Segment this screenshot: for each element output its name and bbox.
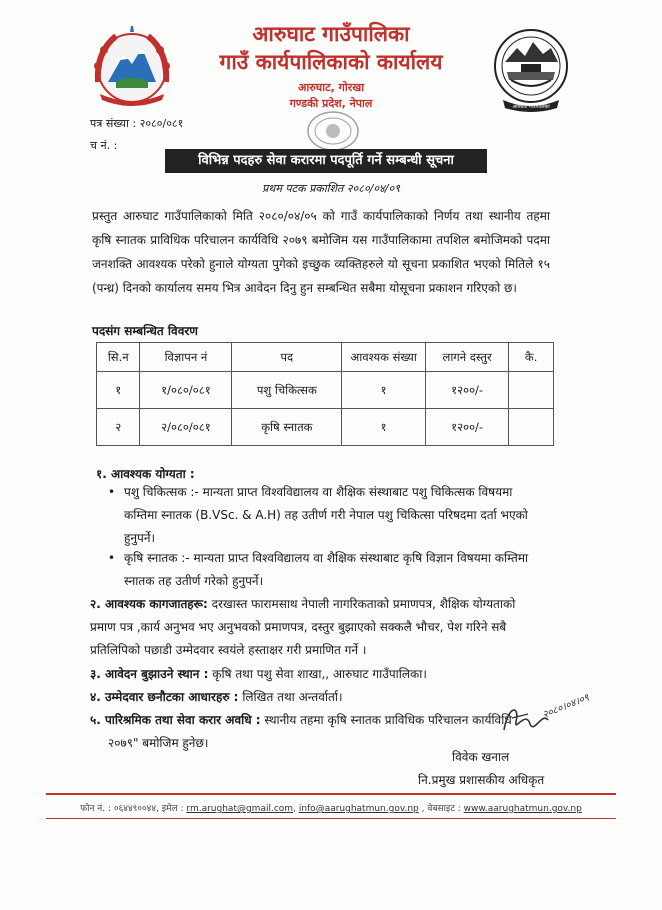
cell: १ [97, 372, 140, 409]
cell: २/०८०/०८१ [140, 409, 232, 446]
notice-paragraph: प्रस्तुत आरुघाट गाउँपालिकाको मिति २०८०/०४/०५ को गाउँ कार्यपालिकाको निर्णय तथा स्थानीय तहमा कृषि स्नातक प्राविधिक परिचालन कार्यविधि २०७९ बमोजिम यस गाउँपालिकामा तपशिल बमोजिमको पदमा जनशक्ति आवश्यक परेको हुनाले योग्यता पुगेको इच्छुक व्यक्तिहरुले यो सूचना प्रकाशित भएको मितिले १५ (पन्ध्र) दिनको कार्यालय समय भित्र आवेदन दिनु हुन सम्बन्धित सबैमा योसूचना प्रकाशन गरिएको छ। [92, 209, 550, 295]
remuneration-line2: २०७९" बमोजिम हुनेछ। [108, 736, 209, 750]
table-row [97, 409, 554, 446]
documents-heading: २. आवश्यक कागजातहरू: [90, 597, 208, 611]
svg-text:आरुघाट गाउँपालिका: आरुघाट गाउँपालिका [512, 104, 550, 110]
footer-rule-bottom [46, 818, 616, 819]
bullet-icon: • [108, 485, 116, 499]
remuneration-line1: स्थानीय तहमा कृषि स्नातक प्राविधिक परिचालन कार्यविधि [264, 713, 512, 727]
col-ad-number: विज्ञापन नं [140, 343, 232, 372]
qualification-agri-line2: स्नातक तह उतीर्ण गरेको हुनुपर्ने। [124, 574, 264, 588]
footer-email-link-2[interactable]: info@aarughatmun.gov.np [298, 804, 419, 814]
documents-line3: प्रतिलिपिको पछाडी उम्मेदवार स्वयंले हस्ताक्षर गरी प्रमाणित गर्ने । [90, 643, 367, 657]
selection-basis-text: लिखित तथा अन्तर्वार्ता। [242, 690, 343, 704]
cell: १२००/- [426, 372, 509, 409]
footer-email-link-1[interactable]: rm.arughat@gmail.com [186, 804, 294, 814]
col-required-count: आवश्यक संख्या [342, 343, 426, 372]
header-location: आरुघाट, गोरखा [297, 81, 365, 94]
cell: कृषि स्नातक [232, 409, 342, 446]
col-post: पद [232, 343, 342, 372]
footer-website-link[interactable]: www.aarughatmun.gov.np [463, 804, 582, 814]
submit-location-heading: ३. आवेदन बुझाउने स्थान : [90, 667, 209, 681]
remuneration-heading: ५. पारिश्रमिक तथा सेवा करार अवधि : [90, 713, 261, 727]
footer-phone: फोन नं. : ०६४४९००४४, इमेल : [80, 804, 184, 814]
cell: १ [342, 409, 426, 446]
office-stamp-icon [306, 110, 360, 152]
bullet-icon: • [108, 551, 116, 565]
cell: १ [342, 372, 426, 409]
signature-date: २०८०।०४।०९ [541, 692, 591, 721]
reference-number: च नं. : [90, 139, 118, 152]
footer-website-label: , वेबसाइट : [421, 804, 461, 814]
documents-line1: दरखास्त फारामसाथ नेपाली नागरिकताको प्रमाणपत्र, शैक्षिक योग्यताको [211, 597, 516, 611]
header-title-line2: गाउँ कार्यपालिकाको कार्यालय [219, 50, 443, 74]
cell: १/०८०/०८१ [140, 372, 232, 409]
footer-contact [0, 801, 662, 814]
signatory-name: विवेक खनाल [452, 750, 510, 764]
cell: २ [97, 409, 140, 446]
documents-line2: प्रमाण पत्र ,कार्य अनुभव भए अनुभवको प्रमाणपत्र, दस्तुर बुझाएको सक्कलै भौचर, पेश गरिने सबै [90, 620, 507, 634]
col-remarks: कै. [509, 343, 554, 372]
cell [509, 372, 554, 409]
qualification-agri-line1: कृषि स्नातक :- मान्यता प्राप्त विश्वविद्यालय वा शैक्षिक संस्थाबाट कृषि विज्ञान विषयमा कम्तिमा [124, 551, 529, 565]
notice-title: विभिन्न पदहरु सेवा करारमा पदपूर्ति गर्ने सम्बन्धी सूचना [165, 149, 487, 173]
cell [509, 409, 554, 446]
table-section-label: पदसंग सम्बन्धित विवरण [92, 324, 198, 338]
qualification-vet-line1: पशु चिकित्सक :- मान्यता प्राप्त विश्वविद्यालय वा शैक्षिक संस्थाबाट पशु चिकित्सक विषयमा [124, 485, 513, 499]
cell: पशु चिकित्सक [232, 372, 342, 409]
col-fee: लागने दस्तुर [426, 343, 509, 372]
qualification-heading: १. आवश्यक योग्यता : [96, 467, 195, 481]
header-title-line1: आरुघाट गाउँपालिका [252, 22, 410, 46]
col-serial: सि.न [97, 343, 140, 372]
table-row [97, 372, 554, 409]
letter-number: पत्र संख्या : २०८०/०८१ [90, 117, 184, 130]
qualification-vet-line3: हुनुपर्ने। [124, 531, 156, 545]
footer-separator: , [293, 804, 296, 814]
footer-rule-top [46, 793, 616, 795]
header-province: गण्डकी प्रदेश, नेपाल [289, 97, 373, 110]
selection-basis-heading: ४. उम्मेदवार छनौटका आधारहरु : [90, 690, 239, 704]
posts-table [96, 342, 554, 446]
qualification-vet-line2: कम्तिमा स्नातक (B.VSc. & A.H) तह उतीर्ण गरी नेपाल पशु चिकित्सा परिषदमा दर्ता भएको [124, 508, 528, 522]
table-header-row [97, 343, 554, 372]
signatory-title: नि.प्रमुख प्रशासकीय अधिकृत [418, 773, 545, 787]
submit-location-text: कृषि तथा पशु सेवा शाखा,, आरुघाट गाउँपालिका। [212, 667, 427, 681]
cell: १२००/- [426, 409, 509, 446]
first-published-date: प्रथम पटक प्रकाशित २०८०/०४/०९ [262, 182, 400, 195]
